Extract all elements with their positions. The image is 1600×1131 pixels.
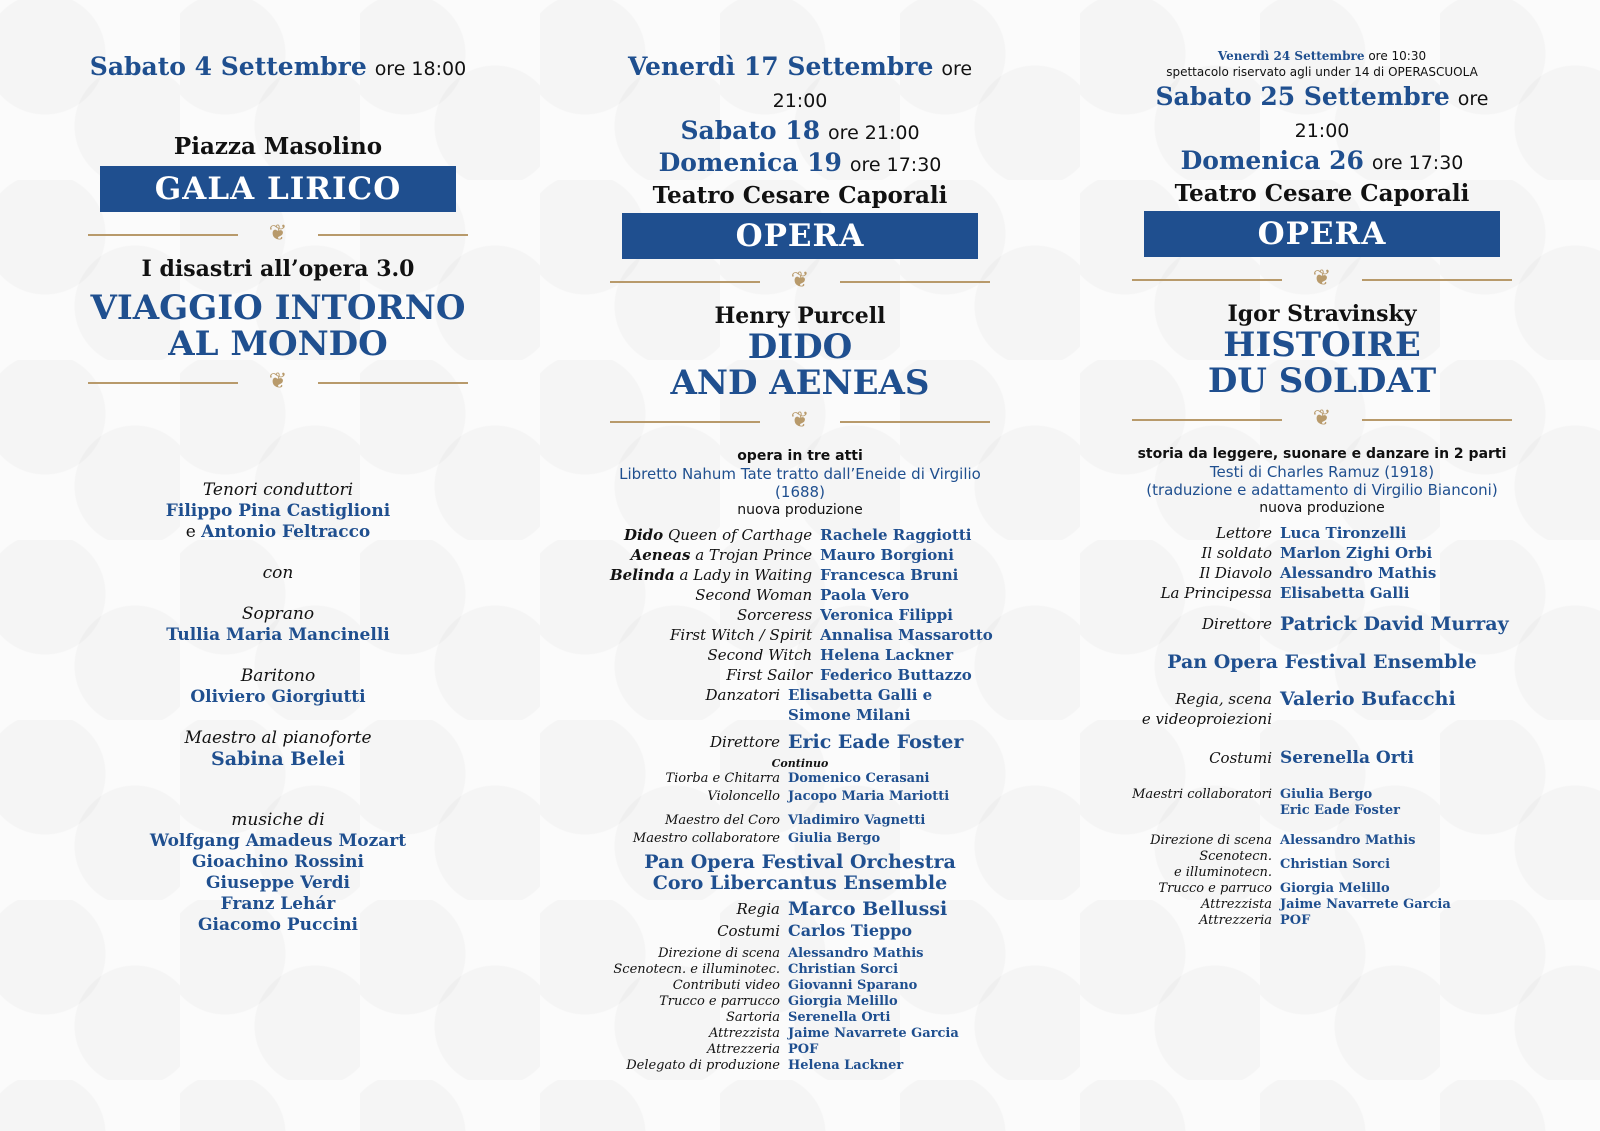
performer-name: Eric Eade Foster bbox=[788, 731, 964, 753]
performer-name: Luca Tironzelli bbox=[1280, 524, 1407, 542]
performer-name: Vladimiro Vagnetti bbox=[788, 813, 926, 828]
performer-name: Jacopo Maria Mariotti bbox=[788, 789, 950, 804]
costumi-row bbox=[1132, 747, 1414, 769]
date: Domenica 26 bbox=[1180, 146, 1364, 175]
role-label: musiche di bbox=[231, 810, 325, 830]
role-label: Tenori conduttori bbox=[202, 480, 354, 500]
danzatori-row bbox=[610, 685, 932, 725]
role-label: Attrezzeria bbox=[706, 1042, 780, 1057]
date: Sabato 4 Settembre bbox=[89, 52, 367, 81]
regia-table bbox=[610, 898, 947, 942]
role-label: Maestro collaboratore bbox=[632, 831, 780, 846]
performer-name: Carlos Tieppo bbox=[788, 921, 913, 940]
time: ore 17:30 bbox=[1371, 152, 1464, 174]
role-label: Direzione di scena bbox=[658, 946, 780, 961]
orchestra: Pan Opera Festival Orchestra bbox=[644, 851, 956, 873]
role-label: Violoncello bbox=[707, 789, 780, 804]
column-gala bbox=[88, 0, 468, 936]
show-title bbox=[88, 290, 468, 362]
credit-row bbox=[610, 585, 993, 605]
date-line bbox=[88, 52, 468, 81]
maestri-row bbox=[1132, 787, 1400, 819]
credit-row bbox=[610, 645, 993, 665]
continuo-label: Continuo bbox=[771, 757, 829, 770]
credit-row bbox=[610, 1058, 959, 1074]
credit-row bbox=[610, 788, 949, 806]
title-line-2: DU SOLDAT bbox=[1207, 361, 1437, 401]
performers bbox=[88, 480, 468, 936]
performer-name: Giorgia Melillo bbox=[1280, 881, 1390, 896]
performer-name: Christian Sorci bbox=[1280, 857, 1391, 872]
role-label: Direzione di scena bbox=[1150, 833, 1272, 848]
role-label: Attrezzista bbox=[1200, 897, 1272, 912]
date-block bbox=[610, 52, 990, 180]
performer-name: Valerio Bufacchi bbox=[1280, 688, 1456, 710]
role-label: Scenotecn. e illuminotecn. bbox=[1173, 849, 1272, 880]
role-label: Delegato di produzione bbox=[626, 1058, 780, 1073]
production-note: nuova produzione bbox=[737, 502, 863, 518]
title-line-1: DIDO bbox=[747, 327, 853, 367]
date-block bbox=[1132, 82, 1512, 178]
date: Sabato 18 bbox=[680, 116, 821, 145]
performer-name: Sabina Belei bbox=[211, 748, 345, 770]
credit-row bbox=[610, 812, 925, 830]
performer-name: Jaime Navarrete Garcia bbox=[788, 1026, 959, 1041]
role-label: Maestri collaboratori bbox=[1132, 787, 1272, 802]
role-label: Costumi bbox=[717, 922, 780, 940]
ornament-divider: ❦ bbox=[610, 267, 990, 297]
direttore-row bbox=[610, 731, 963, 753]
date: Domenica 19 bbox=[658, 148, 842, 177]
role-label: Contributi video bbox=[672, 978, 780, 993]
ornament-divider: ❦ bbox=[1132, 265, 1512, 295]
role-label: Second Witch bbox=[707, 646, 813, 664]
performer-name: Alessandro Mathis bbox=[788, 946, 924, 961]
role-label: Maestro al pianoforte bbox=[184, 728, 372, 748]
credit-row bbox=[610, 525, 993, 545]
show-title bbox=[1132, 327, 1512, 399]
credit-row bbox=[610, 830, 925, 848]
credit-row bbox=[610, 1026, 959, 1042]
category-band: GALA LIRICO bbox=[100, 166, 456, 212]
performer-name: Oliviero Giorgiutti bbox=[190, 687, 366, 707]
credit-row bbox=[1132, 913, 1451, 929]
coro-table bbox=[610, 812, 925, 848]
composer-name: Giacomo Puccini bbox=[197, 915, 359, 935]
role-label: Costumi bbox=[1209, 749, 1272, 767]
role-label: La Principessa bbox=[1160, 584, 1272, 602]
role-label: Attrezzista bbox=[708, 1026, 780, 1041]
role-label: Direttore bbox=[1201, 615, 1272, 633]
performer-name: Tullia Maria Mancinelli bbox=[166, 625, 390, 645]
performer-name: POF bbox=[1280, 913, 1311, 928]
con-label: con bbox=[262, 563, 294, 583]
ornament-divider: ❦ bbox=[88, 368, 468, 398]
date: Sabato 25 Settembre bbox=[1155, 82, 1450, 111]
regia-row bbox=[1132, 689, 1456, 729]
description: opera in tre atti bbox=[737, 448, 863, 464]
performer-name: Federico Buttazzo bbox=[820, 666, 972, 684]
performer-name: Helena Lackner bbox=[820, 646, 954, 664]
production-note: nuova produzione bbox=[1259, 500, 1385, 516]
show-title bbox=[610, 329, 990, 401]
credit-row bbox=[1132, 543, 1436, 563]
credit-row bbox=[610, 978, 959, 994]
description: storia da leggere, suonare e danzare in 2 parti bbox=[1137, 446, 1507, 462]
performer-name: Helena Lackner bbox=[788, 1058, 904, 1073]
credit-row bbox=[610, 1042, 959, 1058]
venue: Piazza Masolino bbox=[173, 133, 383, 160]
title-line-1: VIAGGIO INTORNO bbox=[90, 288, 466, 328]
testi: Testi di Charles Ramuz (1918) bbox=[1209, 463, 1435, 481]
performer-name: Patrick David Murray bbox=[1280, 613, 1509, 635]
choir: Coro Libercantus Ensemble bbox=[652, 872, 948, 894]
column-dido bbox=[610, 0, 993, 1074]
performer-name: Domenico Cerasani bbox=[788, 771, 930, 786]
role-label: Il Diavolo bbox=[1199, 564, 1272, 582]
direttore-row bbox=[1132, 613, 1509, 635]
credit-row bbox=[610, 1010, 959, 1026]
performer-name: Marco Bellussi bbox=[788, 898, 948, 920]
performer-name: Giovanni Sparano bbox=[788, 978, 918, 993]
role-label: Il soldato bbox=[1201, 544, 1272, 562]
ensembles bbox=[610, 852, 990, 894]
credit-row bbox=[610, 962, 959, 978]
performer-name: Alessandro Mathis bbox=[1280, 564, 1437, 582]
performer-name: Rachele Raggiotti bbox=[820, 526, 972, 544]
role-label: Scenotecn. e illuminotec. bbox=[613, 962, 780, 977]
role-label: Direttore bbox=[709, 733, 780, 751]
performer-name: Paola Vero bbox=[820, 586, 910, 604]
credit-row bbox=[610, 565, 993, 585]
credit-row bbox=[1132, 523, 1436, 543]
category-band: OPERA bbox=[1144, 211, 1500, 257]
crew-table bbox=[1132, 833, 1451, 929]
performer-name: Mauro Borgioni bbox=[820, 546, 954, 564]
performer-name: Jaime Navarrete Garcia bbox=[1280, 897, 1451, 912]
role-label: Sorceress bbox=[736, 606, 813, 624]
role-label: Lettore bbox=[1216, 524, 1272, 542]
composer-name: Wolfgang Amadeus Mozart bbox=[149, 831, 407, 851]
performer-name: Francesca Bruni bbox=[820, 566, 959, 584]
performer-name: Serenella Orti bbox=[1280, 748, 1414, 768]
title-line-2: AL MONDO bbox=[168, 324, 388, 364]
performer-name: Marlon Zighi Orbi bbox=[1280, 544, 1433, 562]
ornament-divider: ❦ bbox=[610, 407, 990, 437]
role-label: Danzatori bbox=[705, 686, 780, 704]
performer-name: Antonio Feltracco bbox=[201, 522, 371, 542]
composer-name: Franz Lehár bbox=[220, 894, 336, 914]
crew-table bbox=[610, 946, 959, 1074]
traduzione: (traduzione e adattamento di Virgilio Bianconi) bbox=[1146, 481, 1498, 499]
cast-table bbox=[610, 525, 993, 685]
credit-row bbox=[610, 994, 959, 1010]
venue: Teatro Cesare Caporali bbox=[652, 182, 948, 209]
date: Venerdì 24 Settembre bbox=[1217, 49, 1365, 63]
role-label: Tiorba e Chitarra bbox=[665, 771, 780, 786]
performer-line: e Antonio Feltracco bbox=[185, 522, 371, 542]
credit-row bbox=[610, 625, 993, 645]
role-label: Baritono bbox=[240, 666, 316, 686]
time: ore 17:30 bbox=[849, 154, 942, 176]
role-label: Second Woman bbox=[695, 586, 813, 604]
role-label: Dido Queen of Carthage bbox=[623, 526, 813, 544]
performer-name: POF bbox=[788, 1042, 819, 1057]
performer-name: Serenella Orti bbox=[788, 1010, 891, 1025]
credit-row bbox=[610, 946, 959, 962]
time: ore 18:00 bbox=[374, 58, 467, 80]
performer-name: Alessandro Mathis bbox=[1280, 833, 1416, 848]
composer-name: Gioachino Rossini bbox=[191, 852, 364, 872]
credit-row bbox=[610, 665, 993, 685]
role-label: Maestro del Coro bbox=[665, 813, 780, 828]
opera-info bbox=[610, 447, 990, 519]
credit-row bbox=[1132, 897, 1451, 913]
role-label: Soprano bbox=[241, 604, 315, 624]
role-label: First Witch / Spirit bbox=[669, 626, 813, 644]
performer-name: Giulia Bergo bbox=[788, 831, 881, 846]
performer-name: Elisabetta Galli e Simone Milani bbox=[788, 686, 933, 724]
note: spettacolo riservato agli under 14 di OPERASCUOLA bbox=[1166, 65, 1478, 79]
role-label: Belinda a Lady in Waiting bbox=[610, 566, 813, 584]
title-line-2: AND AENEAS bbox=[670, 363, 930, 403]
continuo-table bbox=[610, 770, 949, 806]
performer-name: Filippo Pina Castiglioni bbox=[165, 501, 391, 521]
title-line-1: HISTOIRE bbox=[1223, 325, 1421, 365]
cast-table bbox=[1132, 523, 1436, 603]
role-label: First Sailor bbox=[726, 666, 813, 684]
role-label: Regia, scena e videoproiezioni bbox=[1141, 690, 1272, 728]
date: Venerdì 17 Settembre bbox=[627, 52, 934, 81]
credit-row bbox=[1132, 563, 1436, 583]
composer: Henry Purcell bbox=[714, 303, 886, 329]
performer-name: Veronica Filippi bbox=[820, 606, 953, 624]
ornament-divider: ❦ bbox=[1132, 405, 1512, 435]
composer: Igor Stravinsky bbox=[1227, 301, 1417, 327]
role-label: Aeneas a Trojan Prince bbox=[630, 546, 813, 564]
credit-row bbox=[1132, 833, 1451, 849]
credit-row bbox=[610, 770, 949, 788]
performer-name: Christian Sorci bbox=[788, 962, 899, 977]
column-histoire bbox=[1132, 0, 1512, 929]
credit-row bbox=[610, 605, 993, 625]
category-band: OPERA bbox=[622, 213, 978, 259]
credit-row bbox=[1132, 583, 1436, 603]
role-label: Trucco e parruco bbox=[1158, 881, 1272, 896]
role-label: Regia bbox=[736, 900, 780, 918]
ensemble: Pan Opera Festival Ensemble bbox=[1167, 651, 1477, 673]
role-label: Sartoria bbox=[725, 1010, 780, 1025]
time: ore 21:00 bbox=[772, 58, 973, 112]
performer-name: Annalisa Massarotto bbox=[820, 626, 993, 644]
libretto: Libretto Nahum Tate tratto dall’Eneide di Virgilio (1688) bbox=[619, 465, 981, 501]
credit-row bbox=[1132, 881, 1451, 897]
composer-name: Giuseppe Verdi bbox=[206, 873, 350, 893]
subtitle: I disastri all’opera 3.0 bbox=[141, 256, 415, 282]
role-label: Attrezzeria bbox=[1198, 913, 1272, 928]
time: ore 21:00 bbox=[828, 122, 920, 144]
credit-row bbox=[610, 545, 993, 565]
opera-info bbox=[1132, 445, 1512, 517]
performer-name: Giulia Bergo Eric Eade Foster bbox=[1280, 787, 1400, 818]
venue: Teatro Cesare Caporali bbox=[1174, 180, 1470, 207]
ornament-divider: ❦ bbox=[88, 220, 468, 250]
performer-name: Elisabetta Galli bbox=[1280, 584, 1410, 602]
time: ore 21:00 bbox=[1294, 88, 1489, 142]
school-performance bbox=[1132, 48, 1512, 80]
role-label: Trucco e parrucco bbox=[659, 994, 780, 1009]
time: ore 10:30 bbox=[1368, 49, 1427, 63]
performer-name: Giorgia Melillo bbox=[788, 994, 898, 1009]
